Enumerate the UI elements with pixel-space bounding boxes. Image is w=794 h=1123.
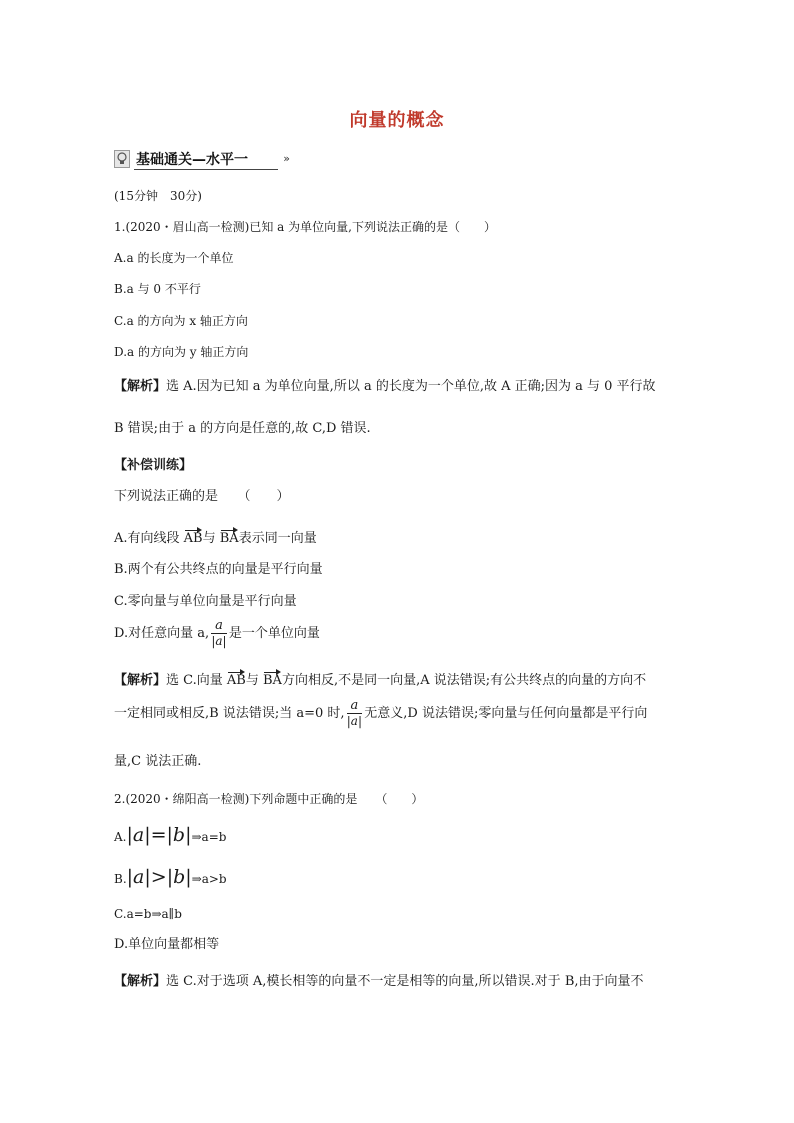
q1-option-c: C.a 的方向为 x 轴正方向: [114, 314, 248, 328]
vector-ba: BA: [263, 673, 282, 688]
section-label: 基础通关—水平一: [136, 152, 248, 168]
q1-option-b: B.a 与 0 不平行: [114, 282, 201, 296]
bu-option-d-post: 是一个单位向量: [228, 626, 320, 641]
q1-stem: 1.(2020・眉山高一检测)已知 a 为单位向量,下列说法正确的是（ ）: [114, 220, 496, 234]
q1-option-d: D.a 的方向为 y 轴正方向: [114, 345, 249, 359]
q2-option-d: D.单位向量都相等: [114, 937, 220, 952]
bu-solution-line2-post: 无意义,D 说法错误;零向量与任何向量都是平行向: [364, 706, 648, 721]
bu-solution-line2-pre: 一定相同或相反,B 说法错误;当 a=0 时,: [114, 706, 345, 721]
time-score: (15分钟 30分): [114, 189, 202, 203]
q2-stem: 2.(2020・绵阳高一检测)下列命题中正确的是 （ ）: [114, 792, 424, 806]
bu-option-a-mid: 与: [202, 531, 220, 546]
bu-option-a-pre: A.有向线段: [114, 531, 184, 546]
q2-option-b-post: ⇒a>b: [191, 872, 227, 886]
solution-tag: 【解析】: [114, 974, 167, 989]
solution-tag: 【解析】: [114, 673, 167, 688]
bu-solution-mid: 与: [245, 673, 263, 688]
fraction-denominator: |a|: [346, 714, 363, 728]
page-title: 向量的概念: [349, 110, 445, 131]
q1-option-a: A.a 的长度为一个单位: [114, 251, 234, 265]
bu-solution-post: 方向相反,不是同一向量,A 说法错误;有公共终点的向量的方向不: [281, 673, 647, 688]
bu-option-d: [114, 618, 320, 649]
q2-option-b-math: |a|>|b|: [126, 866, 192, 888]
unit-fraction: [347, 698, 363, 729]
bu-option-a-post: 表示同一向量: [238, 531, 317, 546]
bu-tag: 【补偿训练】: [114, 458, 193, 473]
bu-option-d-pre: D.对任意向量 a,: [114, 626, 210, 641]
q2-option-a-post: ⇒a=b: [191, 830, 227, 844]
q2-option-a-pre: A.: [114, 830, 127, 844]
lightbulb-icon: [114, 150, 130, 168]
unit-fraction: [211, 618, 227, 649]
vector-ba: BA: [219, 531, 239, 546]
bu-solution-pre: 选 C.向量: [166, 673, 227, 688]
q2-option-b: [114, 866, 227, 888]
bu-stem: 下列说法正确的是 （ ）: [114, 489, 290, 504]
vector-ab: AB: [226, 673, 246, 688]
q2-option-b-pre: B.: [114, 872, 127, 886]
fraction-numerator: a: [211, 618, 227, 634]
q1-solution-line1: [114, 379, 656, 395]
q1-solution-line2: B 错误;由于 a 的方向是任意的,故 C,D 错误.: [114, 421, 371, 436]
double-chevron-icon: »: [283, 152, 290, 165]
solution-tag: 【解析】: [114, 379, 167, 394]
bu-solution-line2: [114, 698, 647, 729]
bu-option-c: C.零向量与单位向量是平行向量: [114, 594, 297, 609]
bu-solution-line1: [114, 671, 646, 689]
q2-option-c: C.a=b⇒a∥b: [114, 907, 182, 921]
q2-solution-text1: 选 C.对于选项 A,模长相等的向量不一定是相等的向量,所以错误.对于 B,由于向量不: [166, 974, 644, 989]
q1-solution-text1: 选 A.因为已知 a 为单位向量,所以 a 的长度为一个单位,故 A 正确;因为 a 与 0 平行故: [166, 379, 656, 394]
bu-option-b: B.两个有公共终点的向量是平行向量: [114, 562, 323, 577]
bu-solution-line3: 量,C 说法正确.: [114, 754, 202, 769]
q2-option-a: [114, 824, 227, 846]
q2-option-a-math: |a|=|b|: [126, 824, 192, 846]
section-header: [114, 148, 290, 170]
vector-ab: AB: [183, 531, 203, 546]
fraction-denominator: |a|: [211, 634, 227, 648]
bu-option-a: [114, 529, 317, 547]
fraction-numerator: a: [347, 698, 363, 714]
section-rule: [134, 169, 278, 170]
q2-solution-line1: [114, 974, 644, 990]
